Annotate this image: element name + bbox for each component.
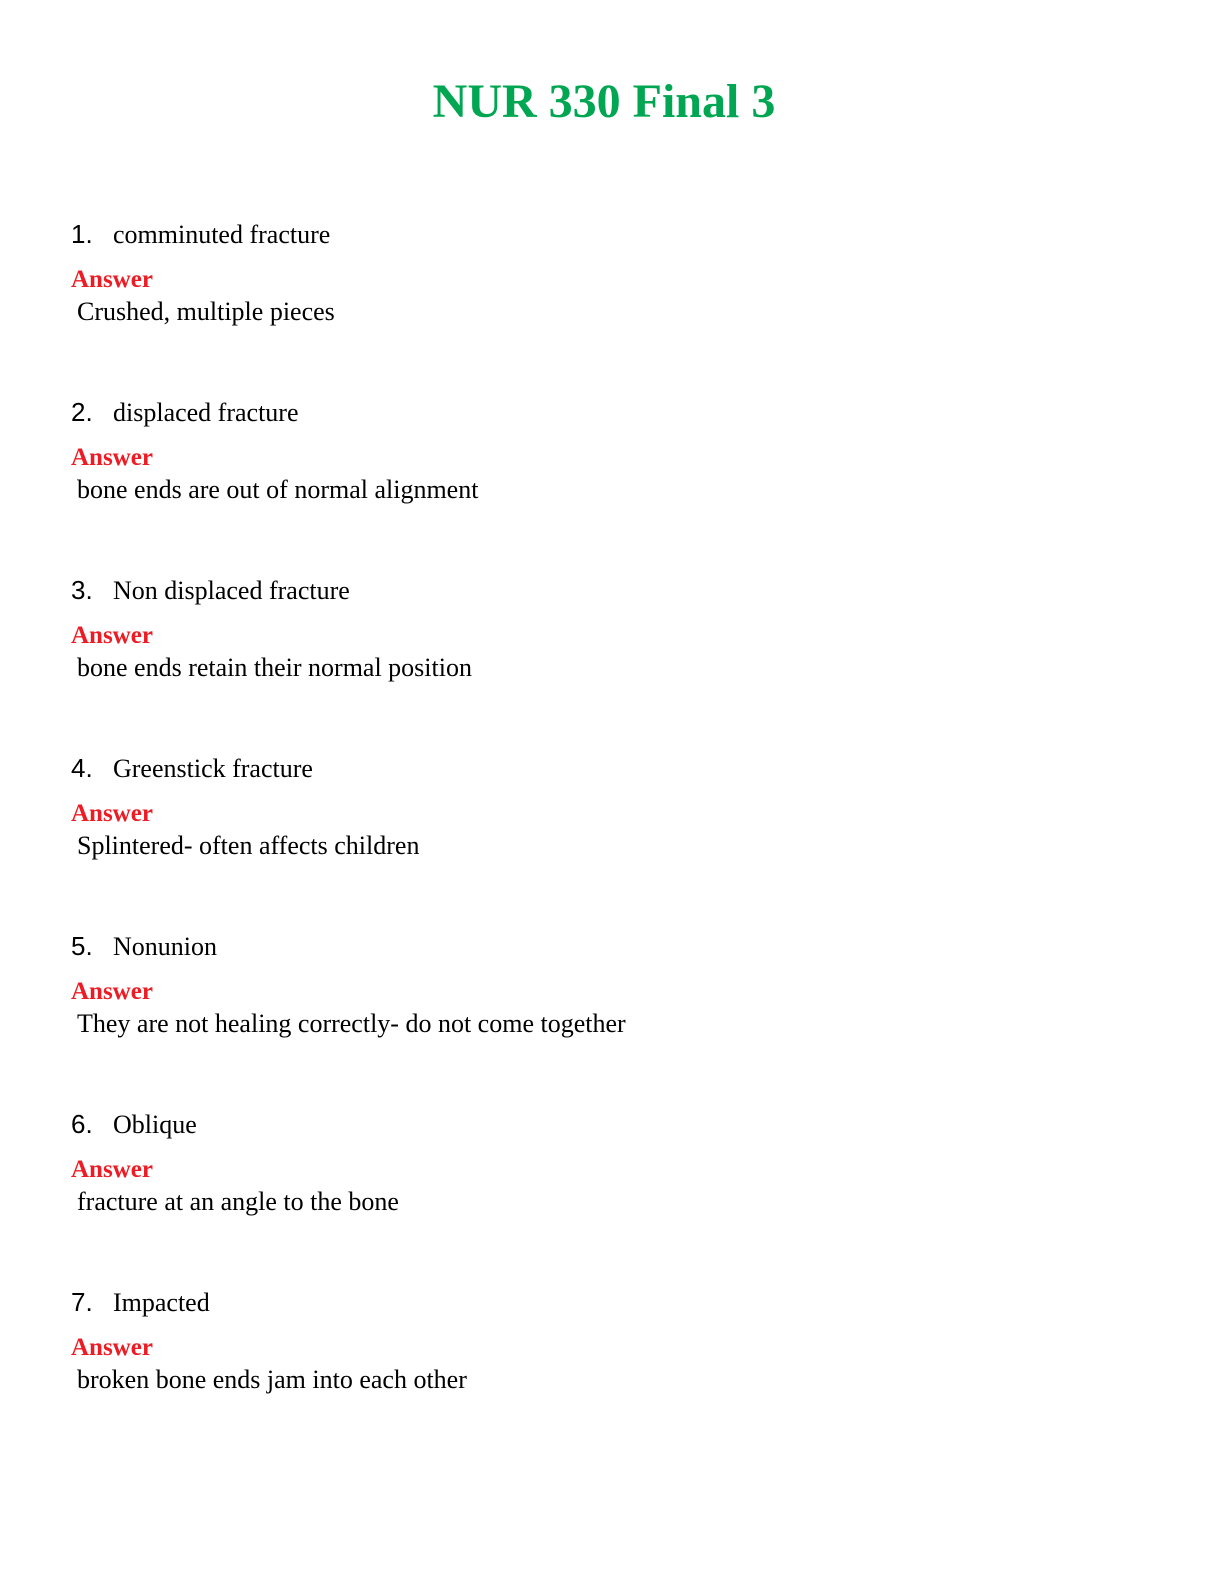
question-text: Nonunion [113,932,217,961]
question [71,217,330,251]
question [71,573,350,607]
question-number: 4. [71,753,93,783]
question [71,1107,197,1141]
question-number: 3. [71,575,93,605]
answer-text: They are not healing correctly- do not come together [77,1009,626,1038]
question-number: 2. [71,397,93,427]
question-text: Oblique [113,1110,197,1139]
question [71,751,313,785]
answer-text: bone ends retain their normal position [77,653,472,682]
answer-text: bone ends are out of normal alignment [77,475,479,504]
question-number: 1. [71,219,93,249]
answer-label: Answer [71,622,153,649]
answer-text: Crushed, multiple pieces [77,297,335,326]
page-title: NUR 330 Final 3 [432,75,776,128]
question-text: Non displaced fracture [113,576,350,605]
answer-label: Answer [71,1334,153,1361]
answer-label: Answer [71,266,153,293]
question [71,395,299,429]
answer-text: broken bone ends jam into each other [77,1365,467,1394]
answer-label: Answer [71,800,153,827]
question [71,929,217,963]
question [71,1285,210,1319]
answer-label: Answer [71,444,153,471]
question-number: 6. [71,1109,93,1139]
answer-label: Answer [71,978,153,1005]
answer-text: Splintered- often affects children [77,831,420,860]
question-number: 7. [71,1287,93,1317]
question-number: 5. [71,931,93,961]
answer-label: Answer [71,1156,153,1183]
question-text: displaced fracture [113,398,299,427]
question-text: comminuted fracture [113,220,331,249]
answer-text: fracture at an angle to the bone [77,1187,399,1216]
question-text: Impacted [113,1288,210,1317]
question-text: Greenstick fracture [113,754,313,783]
